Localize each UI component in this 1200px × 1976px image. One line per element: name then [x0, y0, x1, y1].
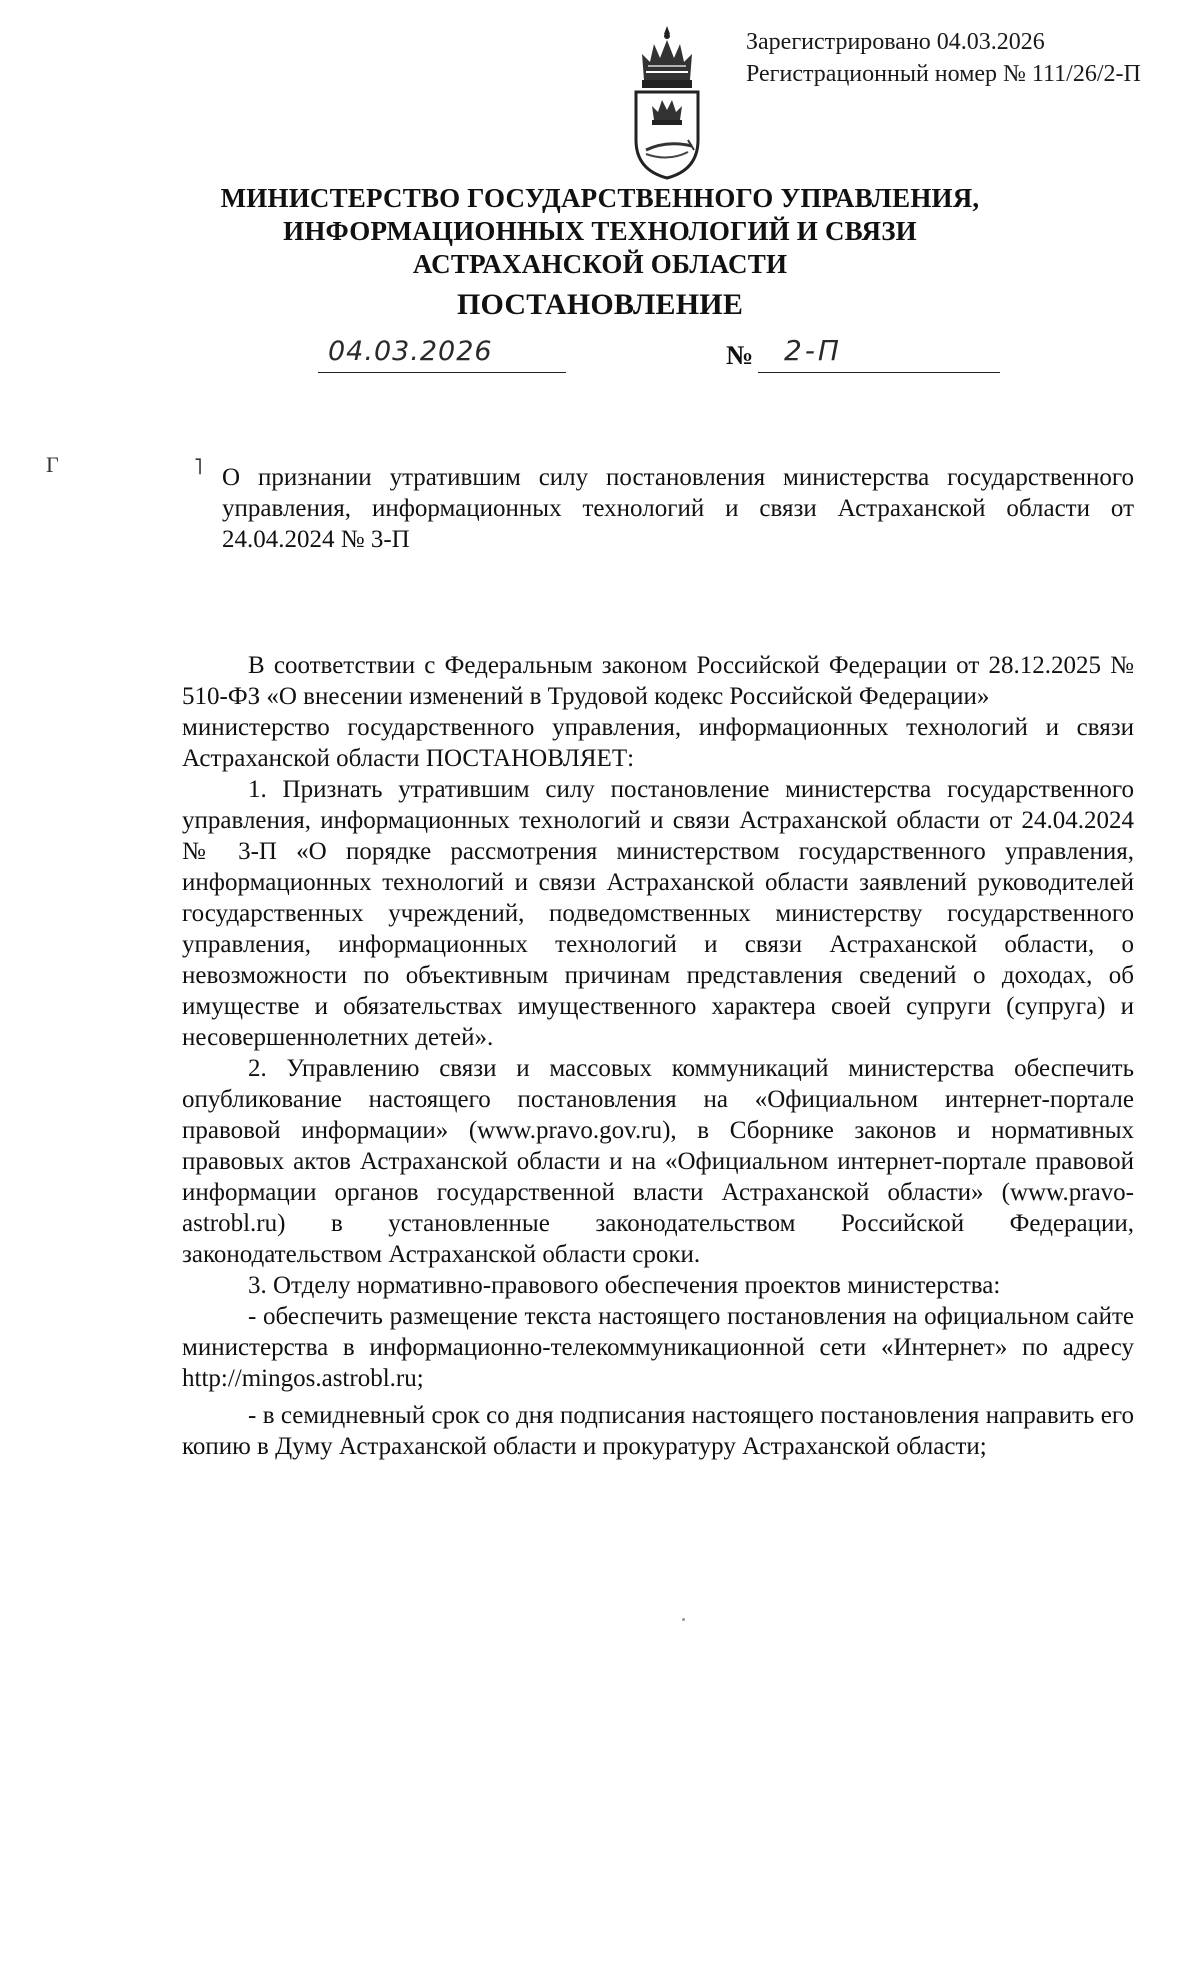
clause-3-bullet-2: - в семидневный срок со дня подписания настоящего постановления направить его копию в Думу Астраханской области и прокуратуру Астраханской области;	[182, 1402, 1134, 1460]
clause-3: 3. Отделу нормативно-правового обеспечения проектов министерства:	[248, 1272, 1001, 1299]
registration-stamp	[746, 26, 1141, 90]
handwritten-date: 04.03.2026	[328, 336, 493, 367]
resolution-paragraph: министерство государственного управления, информационных технологий и связи Астраханской области ПОСТАНОВЛЯЕТ:	[182, 714, 1134, 772]
registration-number: Регистрационный номер № 111/26/2-П	[746, 61, 1141, 87]
ministry-name-line2: ИНФОРМАЦИОННЫХ ТЕХНОЛОГИЙ И СВЯЗИ	[283, 216, 917, 246]
registration-date: Зарегистрировано 04.03.2026	[746, 29, 1045, 55]
scan-artifact	[682, 1618, 685, 1621]
document-type: ПОСТАНОВЛЕНИЕ	[456, 288, 744, 321]
right-corner-mark: ˥	[194, 454, 203, 479]
document-subject: О признании утратившим силу постановления министерства государственного управления, информационных технологий и связи Астраханской области от 24.04.2024 № 3-П	[222, 464, 1134, 553]
coat-of-arms-icon	[622, 22, 712, 182]
document-header	[180, 182, 1020, 325]
clause-1: 1. Признать утратившим силу постановление министерства государственного управления, информационных технологий и связи Астраханской области от 24.04.2024 № 3-П «О порядке рассмотрения министерством государственного управления, информационных технологий и связи Астраханской области заявлений руководителей государственных учреждений, подведомственных министерству государственного управления, информационных технологий и связи Астраханской области, о невозможности по объективным причинам представления сведений о доходах, об имуществе и обязательствах имущественного характера своей супруги (супруга) и несовершеннолетних детей».	[182, 776, 1134, 1051]
number-field	[758, 334, 1000, 373]
ministry-name-line3: АСТРАХАНСКОЙ ОБЛАСТИ	[412, 249, 788, 279]
date-field	[318, 338, 566, 373]
clause-2: 2. Управлению связи и массовых коммуникаций министерства обеспечить опубликование настоящего постановления на «Официальном интернет-портале правовой информации» (www.pravo.gov.ru), в Сборнике законов и нормативных правовых актов Астраханской области и на «Официальном интернет-портале правовой информации органов государственной власти Астраханской области» (www.pravo-astrobl.ru) в установленные законодательством Российской Федерации, законодательством Астраханской области сроки.	[182, 1055, 1134, 1268]
number-label: №	[726, 340, 754, 370]
clause-3-bullet-1: - обеспечить размещение текста настоящего постановления на официальном сайте министерства в информационно-телекоммуникационной сети «Интернет» по адресу http://mingos.astrobl.ru;	[182, 1303, 1134, 1392]
preamble-paragraph: В соответствии с Федеральным законом Российской Федерации от 28.12.2025 № 510-ФЗ «О внесении изменений в Трудовой кодекс Российской Федерации»	[182, 652, 1134, 710]
handwritten-number: 2-П	[784, 334, 842, 367]
document-body	[182, 650, 1134, 1462]
left-corner-mark: Г	[46, 452, 59, 477]
ministry-name-line1: МИНИСТЕРСТВО ГОСУДАРСТВЕННОГО УПРАВЛЕНИЯ,	[220, 183, 980, 213]
